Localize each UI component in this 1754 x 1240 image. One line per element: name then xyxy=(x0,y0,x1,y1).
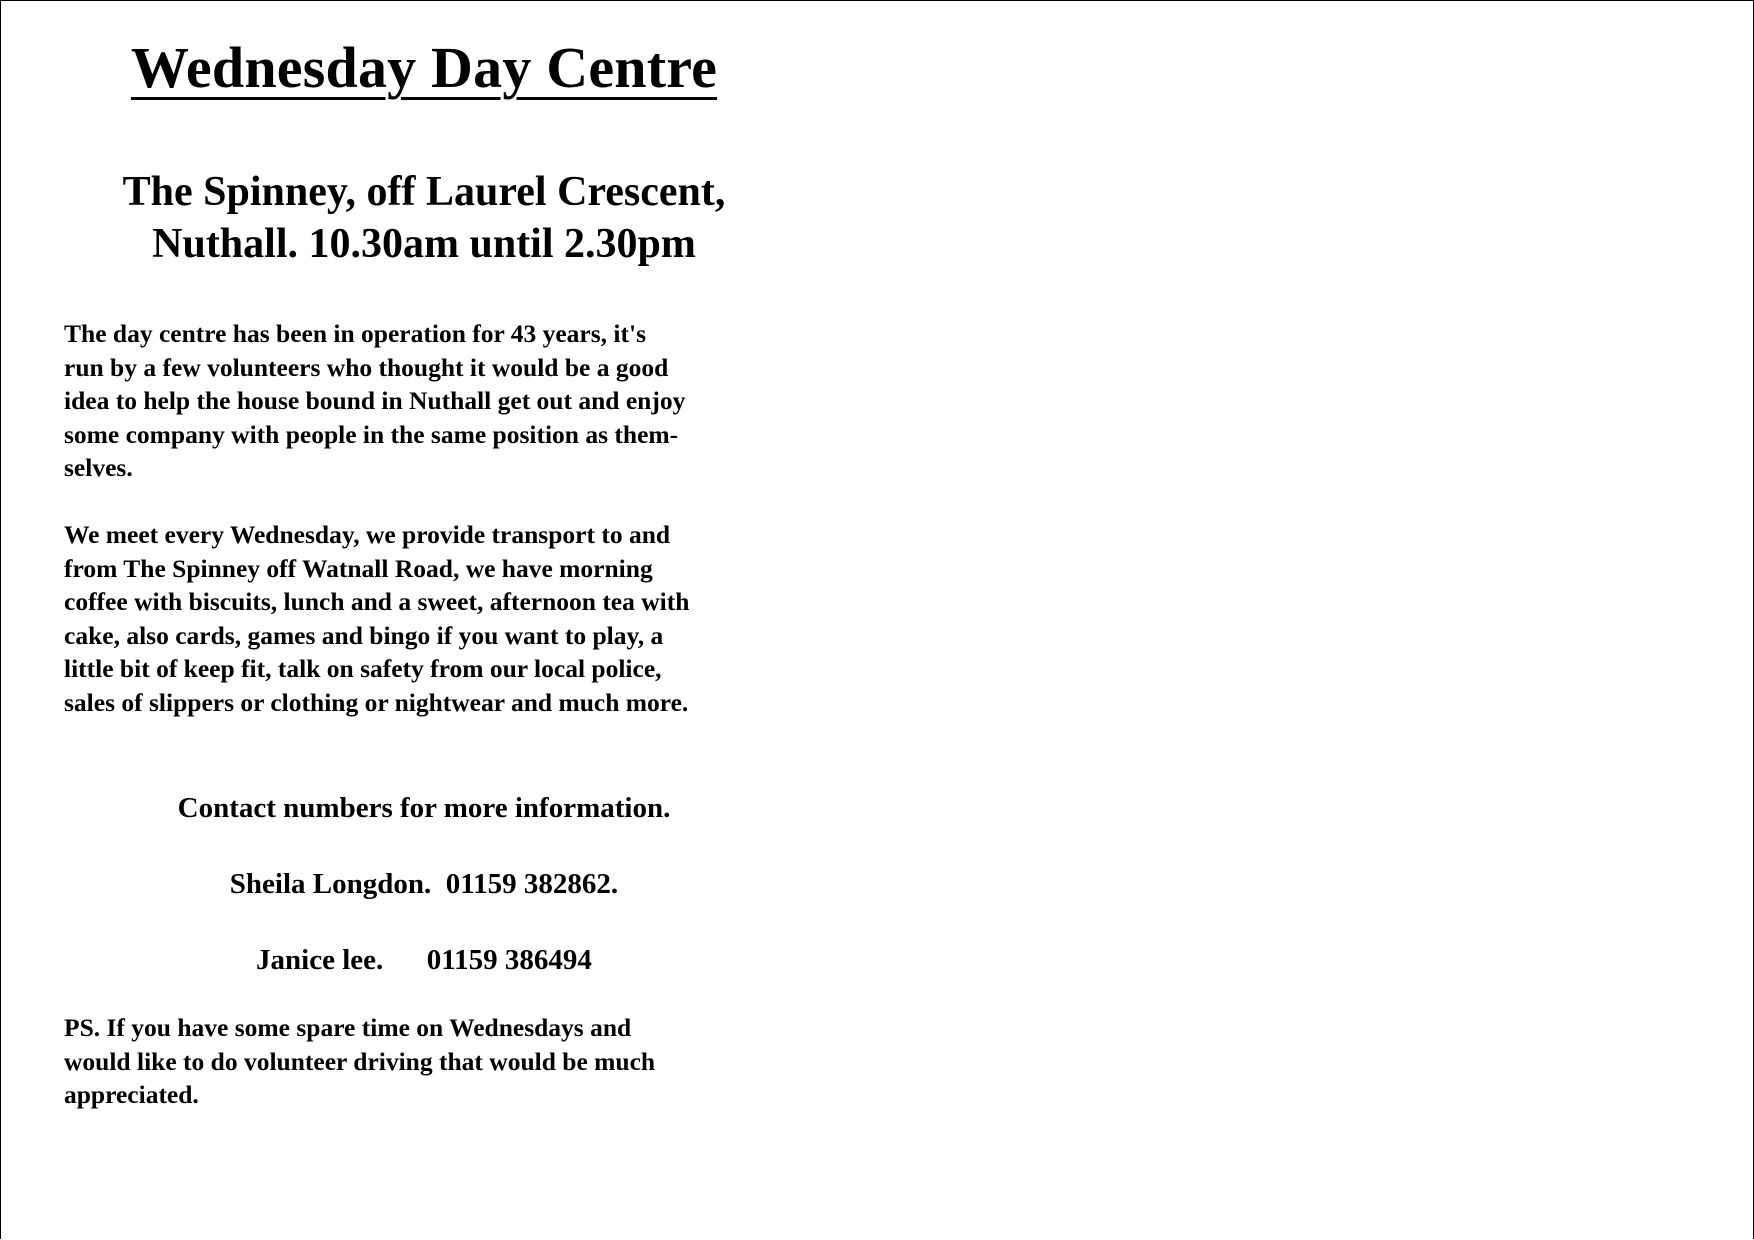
contact-name: Sheila Longdon. xyxy=(229,868,432,900)
services-line: from The Spinney off Watnall Road, we have morning xyxy=(64,553,653,583)
contact-phone: 01159 382862. xyxy=(445,868,619,900)
intro-line: idea to help the house bound in Nuthall get out and enjoy xyxy=(64,386,686,415)
location-line-1: The Spinney, off Laurel Crescent, xyxy=(122,169,726,215)
flyer xyxy=(64,28,784,1112)
intro-line: The day centre has been in operation for 43 years, it's xyxy=(64,319,646,348)
page-title-text: Wednesday Day Centre xyxy=(130,35,718,100)
services-paragraph xyxy=(64,518,784,719)
services-line: cake, also cards, games and bingo if you want to play, a xyxy=(64,620,664,650)
ps-paragraph xyxy=(64,1011,784,1112)
contact-row-janice xyxy=(64,943,784,977)
ps-line: would like to do volunteer driving that would be much xyxy=(64,1046,656,1076)
location-line-2: Nuthall. 10.30am until 2.30pm xyxy=(152,221,696,267)
intro-paragraph xyxy=(64,317,784,485)
contact-phone: 01159 386494 xyxy=(426,944,592,976)
ps-line: PS. If you have some spare time on Wednesdays and xyxy=(64,1013,632,1042)
services-line: little bit of keep fit, talk on safety from our local police, xyxy=(64,654,662,683)
contact-name: Janice lee. xyxy=(256,944,384,976)
services-line: sales of slippers or clothing or nightwear and much more. xyxy=(64,687,689,717)
services-line: We meet every Wednesday, we provide transport to and xyxy=(64,520,671,549)
intro-line: selves. xyxy=(64,453,133,482)
services-line: coffee with biscuits, lunch and a sweet, afternoon tea with xyxy=(64,587,690,616)
location-block xyxy=(64,166,784,270)
contact-heading: Contact numbers for more information. xyxy=(177,792,671,824)
ps-line: appreciated. xyxy=(64,1080,199,1109)
contact-row-sheila xyxy=(64,867,784,901)
page-title xyxy=(64,28,784,108)
intro-line: some company with people in the same position as them- xyxy=(64,419,679,449)
intro-line: run by a few volunteers who thought it would be a good xyxy=(64,352,669,382)
